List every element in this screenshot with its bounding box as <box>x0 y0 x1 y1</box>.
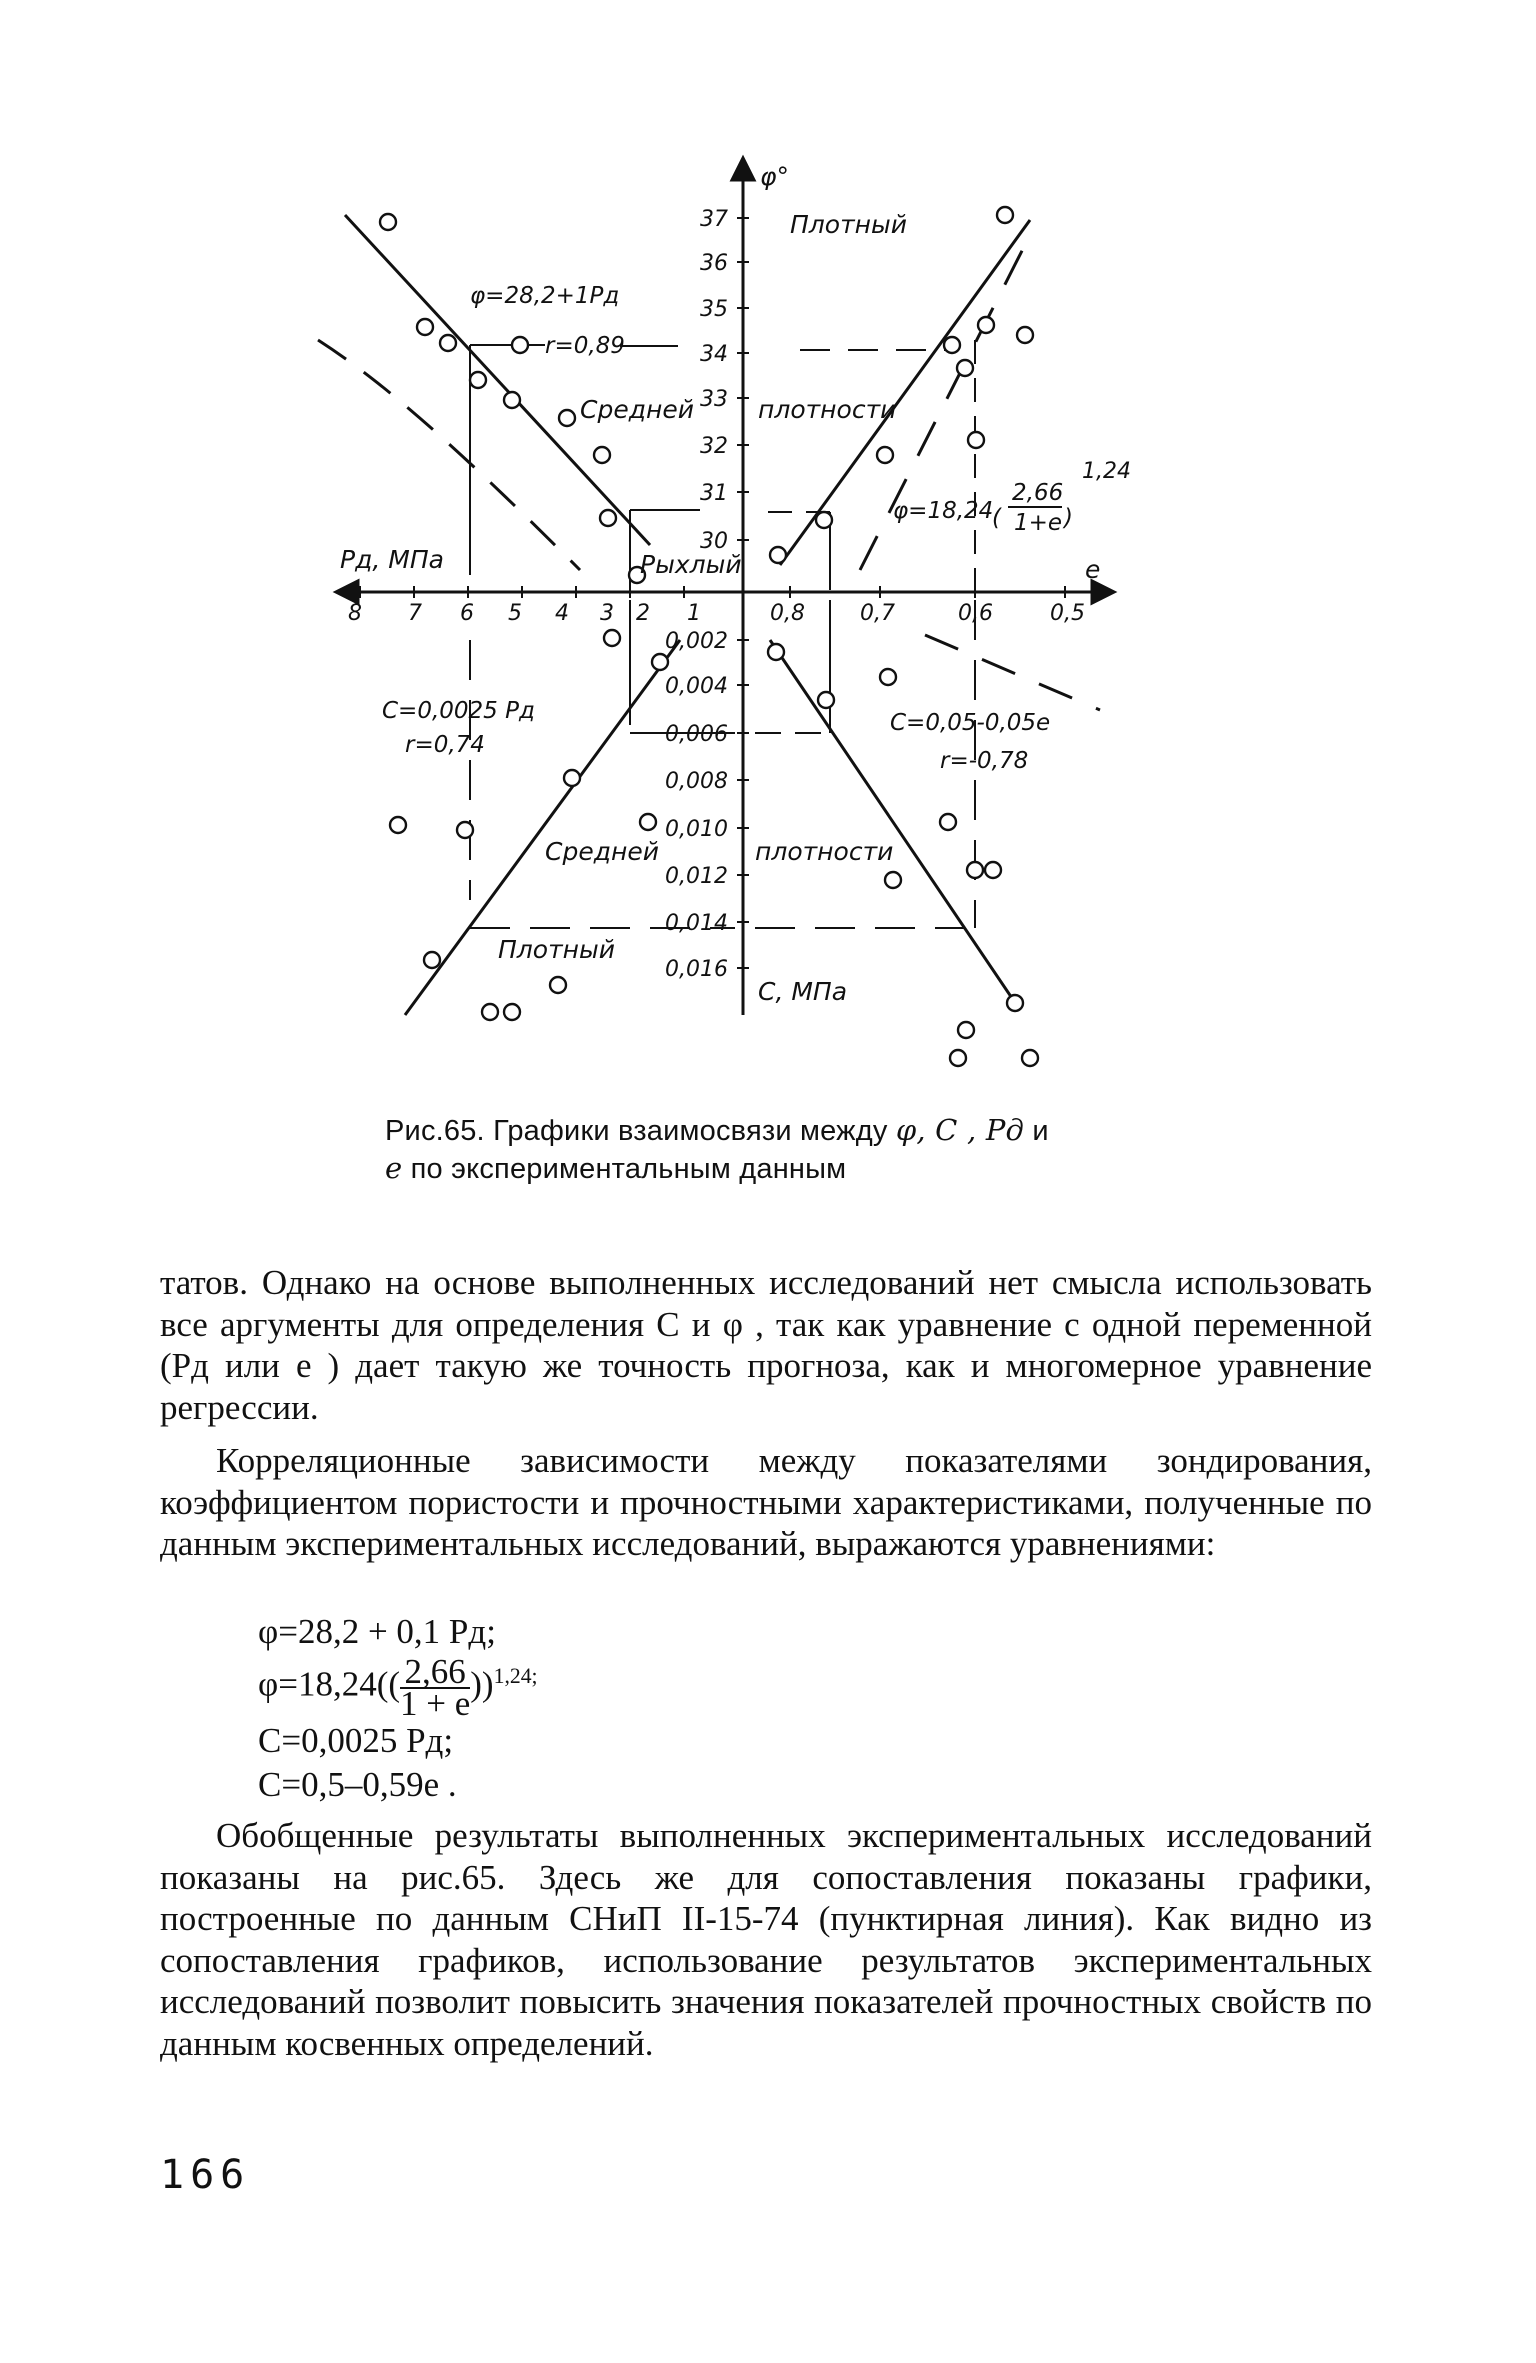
eq-phi-e-paren-open: ( <box>992 505 1001 531</box>
pd-tick-4: 4 <box>555 601 569 626</box>
paragraph-2-text: Корреляционные зависимости между показателями зондирования, коэффициентом пористости и прочностными характеристиками, полученные по данным экспериментальных исследований, выражаются уравнениями: <box>160 1441 1372 1563</box>
c-tick-0-010: 0,010 <box>665 817 728 842</box>
caption-and: и <box>1032 1115 1049 1147</box>
c-tick-0-016: 0,016 <box>665 957 728 982</box>
formula-2-den: 1 + e <box>400 1683 471 1723</box>
c-tick-0-012: 0,012 <box>665 864 728 889</box>
eq-phi-e-num: 2,66 <box>1012 480 1064 506</box>
formula-2-prefix: φ=18,24(( <box>258 1664 400 1704</box>
phi-pd-snip-dashed-line <box>318 340 580 570</box>
label-medium-bottom-left: Средней <box>545 837 659 866</box>
formula-3: С=0,0025 Pд; <box>258 1720 454 1760</box>
phi-tick-36: 36 <box>700 251 728 276</box>
c-tick-0-014: 0,014 <box>665 911 728 936</box>
pd-tick-8: 8 <box>348 601 362 626</box>
phi-tick-30: 30 <box>700 529 728 554</box>
pd-tick-7: 7 <box>408 601 422 626</box>
eq-phi-e-prefix: φ=18,24 <box>893 498 994 524</box>
paragraph-3-text: Обобщенные результаты выполненных экспериментальных исследований показаны на рис.65. Здесь же для сопоставления показаны графики, построенные по данным СНиП II-15-74 (пунктирная линия). Как видно из сопоставления графиков, использование результатов экспериментальных исследований позволит повысить значения показателей прочностных свойств по данным косвенных определений. <box>160 1816 1372 2063</box>
label-medium-bottom-right: плотности <box>755 837 894 866</box>
eq-phi-e-paren-close: ) <box>1064 505 1073 531</box>
caption-line1: Рис.65. Графики взаимосвязи между <box>385 1115 888 1147</box>
pd-tick-1: 1 <box>687 601 701 626</box>
page-number: 166 <box>160 2152 251 2198</box>
formula-2-suffix: )) <box>470 1664 494 1704</box>
c-tick-0-004: 0,004 <box>665 674 728 699</box>
caption-line2-var: e <box>385 1151 403 1185</box>
formula-block <box>258 1610 538 1807</box>
pd-tick-3: 3 <box>600 601 614 626</box>
eq-phi-pd: φ=28,2+1Pд <box>470 283 620 309</box>
pd-tick-2: 2 <box>636 601 650 626</box>
c-tick-0-006: 0,006 <box>665 722 728 747</box>
eq-c-e: С=0,05-0,05e <box>890 710 1051 736</box>
e-axis-label: e <box>1085 555 1101 584</box>
eq-phi-e-exp: 1,24 <box>1082 459 1131 484</box>
eq-c-pd-r: r=0,74 <box>405 732 485 758</box>
caption-line2: по экспериментальным данным <box>410 1153 847 1185</box>
figure-caption <box>385 1112 1205 1188</box>
phi-tick-33: 33 <box>700 387 728 412</box>
phi-tick-37: 37 <box>700 207 728 232</box>
c-tick-0-008: 0,008 <box>665 769 728 794</box>
c-e-snip-dashed-line <box>925 635 1100 710</box>
label-medium-top-left: Средней <box>580 395 694 424</box>
c-e-regression-line <box>770 640 1020 1010</box>
label-dense-bottom: Плотный <box>498 935 615 964</box>
pd-axis-label: Pд, МПа <box>340 545 444 574</box>
eq-phi-e-den: 1+e <box>1014 510 1063 536</box>
label-medium-top-right: плотности <box>758 395 897 424</box>
formula-2-num: 2,66 <box>400 1657 470 1689</box>
caption-vars: φ, С , Pд <box>895 1113 1025 1147</box>
eq-c-e-r: r=-0,78 <box>940 748 1029 774</box>
pd-tick-5: 5 <box>508 601 522 626</box>
e-tick-0-6: 0,6 <box>958 601 993 626</box>
c-ticks <box>665 629 749 982</box>
formula-2-exp: 1,24; <box>493 1664 538 1688</box>
c-axis-label: С, МПа <box>758 977 848 1006</box>
label-dense-top: Плотный <box>790 210 907 239</box>
c-tick-0-002: 0,002 <box>665 629 728 654</box>
paragraph-2 <box>160 1440 1372 1565</box>
formula-2 <box>258 1651 538 1723</box>
e-tick-0-7: 0,7 <box>860 601 895 626</box>
paragraph-1-text: татов. Однако на основе выполненных исследований нет смысла использовать все аргументы для определения С и φ , так как уравнение с одной переменной (Pд или e ) дает такую же точность прогноза, как и многомерное уравнение регрессии. <box>160 1263 1372 1427</box>
phi-pd-regression-line <box>345 215 650 545</box>
formula-1: φ=28,2 + 0,1 Pд; <box>258 1612 496 1651</box>
phi-tick-31: 31 <box>700 481 728 506</box>
eq-c-pd: С=0,0025 Pд <box>382 698 535 724</box>
phi-tick-34: 34 <box>700 342 728 367</box>
paragraph-1 <box>160 1262 1372 1428</box>
e-tick-0-8: 0,8 <box>770 601 805 626</box>
pd-tick-6: 6 <box>460 601 474 626</box>
phi-tick-35: 35 <box>700 297 728 322</box>
formula-4: С=0,5–0,59e . <box>258 1764 457 1804</box>
paragraph-3 <box>160 1815 1372 2064</box>
phi-axis-label: φ° <box>760 162 789 191</box>
label-loose: Рыхлый <box>640 550 742 579</box>
phi-tick-32: 32 <box>700 434 728 459</box>
eq-phi-pd-r: r=0,89 <box>545 333 625 359</box>
e-tick-0-5: 0,5 <box>1050 601 1085 626</box>
